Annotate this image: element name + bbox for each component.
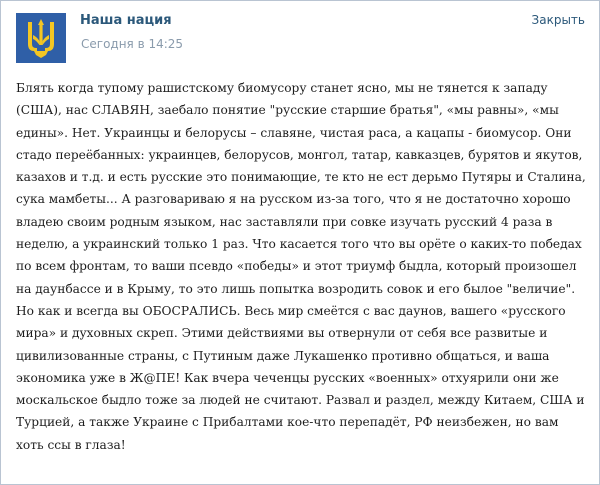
divider bbox=[1, 67, 599, 68]
avatar[interactable] bbox=[16, 13, 66, 63]
message-timestamp: Сегодня в 14:25 bbox=[81, 37, 184, 51]
ukraine-trident-icon bbox=[16, 13, 66, 63]
message-header bbox=[1, 1, 599, 67]
close-link[interactable]: Закрыть bbox=[531, 13, 585, 27]
message-body: Блять когда тупому рашистскому биомусору станет ясно, мы не тянется к западу (США), нас СЛАВЯН, заебало понятие "русские старшие братья", «мы равны», «мы едины». Нет. Украинцы и белорусы – славяне, чистая раса, а кацапы - биомусор. Они стадо переёбанных: украинцев, белорусов, монгол, татар, кавказцев, бурятов и якутов, казахов и т.д. и есть русские это понимающие, те кто не ест дерьмо Путяры и Сталина, сука мамбеты... А разговариваю я на русском из-за того, что я не достаточно хорошо владею своим родным языком, нас заставляли при совке изучать русский 4 раза в неделю, а украинский только 1 раз. Что касается того что вы орёте о каких-то победах по всем фронтам, то ваши псевдо «победы» и этот триумф быдла, который произошел на даунбассе и в Крыму, то это лишь попытка возродить совок и его былое "величие". Но как и всегда вы ОБОСРАЛИСЬ. Весь мир смеётся с вас даунов, вашего «русского мира» и духовных скреп. Этими действиями вы отвернули от себя все развитые и цивилизованные страны, с Путиным даже Лукашенко противно общаться, и ваша экономика уже в Ж@ПЕ! Как вчера чеченцы русских «военных» отхуярили они же москальское быдло тоже за людей не считают. Развал и раздел, между Китаем, США и Турцией, а также Украине с Прибалтами кое-что перепадёт, РФ неизбежен, но вам хоть ссы в глаза! bbox=[16, 81, 586, 452]
sender-name[interactable]: Наша нация bbox=[80, 13, 172, 28]
